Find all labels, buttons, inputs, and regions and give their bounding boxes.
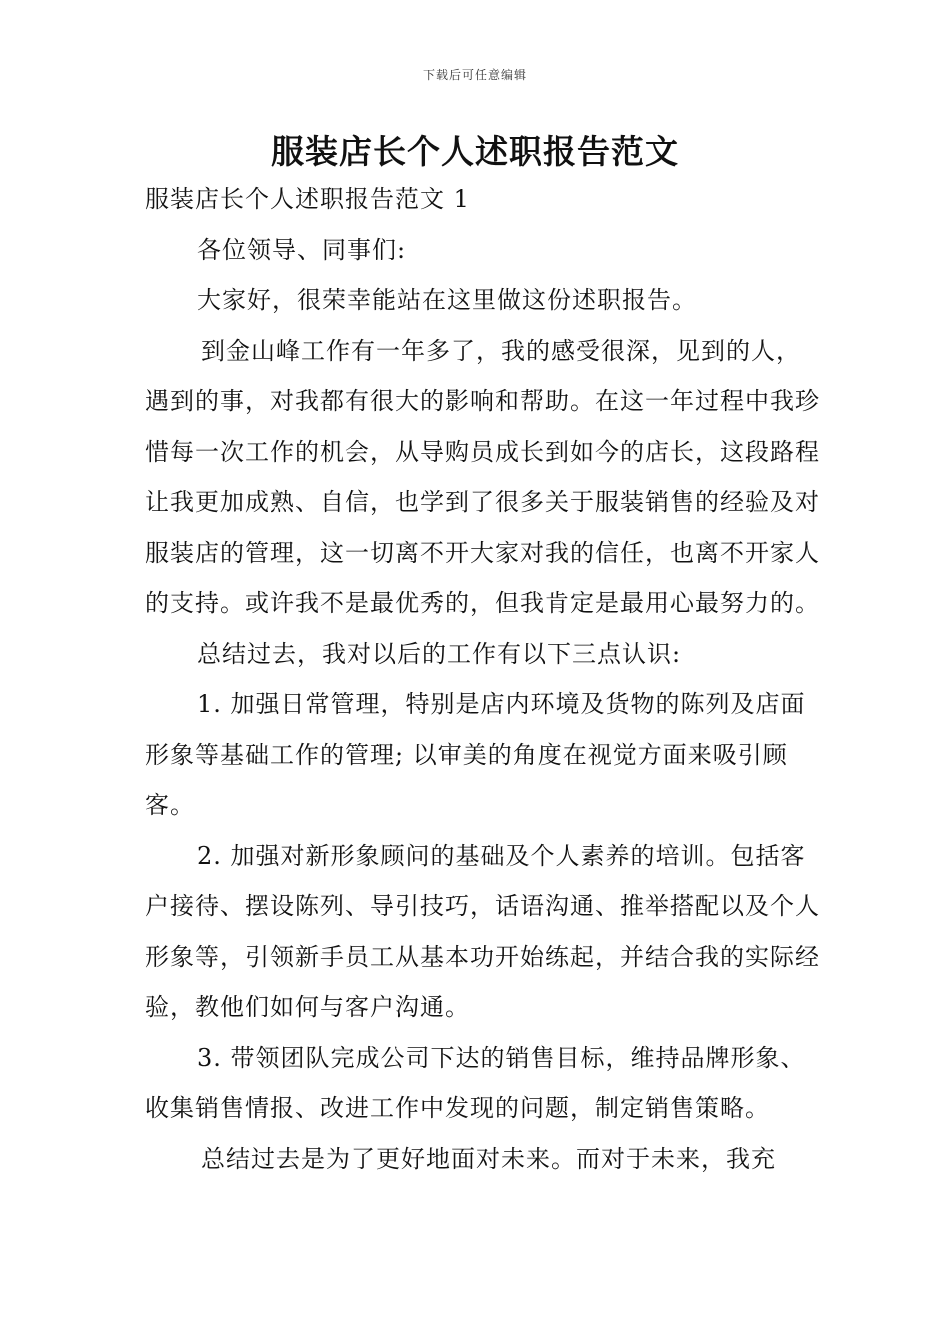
list-item-3: 3. 带领团队完成公司下达的销售目标，维持品牌形象、收集销售情报、改进工作中发现的问题，制定销售策略。 bbox=[145, 1043, 806, 1122]
list-item-2: 2. 加强对新形象顾问的基础及个人素养的培训。包括客户接待、摆设陈列、导引技巧，话语沟通、推举搭配以及个人形象等，引领新手员工从基本功开始练起，并结合我的实际经验，教他们如何与客户沟通。 bbox=[145, 841, 820, 1021]
paragraph-experience: 到金山峰工作有一年多了，我的感受很深，见到的人，遇到的事，对我都有很大的影响和帮助。在这一年过程中我珍惜每一次工作的机会，从导购员成长到如今的店长，这段路程让我更加成熟、自信，也学到了很多关于服装销售的经验及对服装店的管理，这一切离不开大家对我的信任，也离不开家人的支持。或许我不是最优秀的，但我肯定是最用心最努力的。 bbox=[145, 336, 820, 617]
document-body bbox=[145, 174, 821, 1184]
paragraph-opening: 大家好，很荣幸能站在这里做这份述职报告。 bbox=[197, 286, 697, 314]
paragraph-summary-intro: 总结过去，我对以后的工作有以下三点认识: bbox=[197, 639, 682, 668]
paragraph-future: 总结过去是为了更好地面对未来。而对于未来，我充 bbox=[201, 1144, 776, 1173]
list-item-1: 1. 加强日常管理，特别是店内环境及货物的陈列及店面形象等基础工作的管理; 以审美的角度在视觉方面来吸引顾客。 bbox=[145, 690, 806, 819]
header-note: 下载后可任意编辑 bbox=[422, 68, 527, 82]
paragraph-greeting: 各位领导、同事们: bbox=[197, 235, 407, 264]
document-title: 服装店长个人述职报告范文 bbox=[271, 132, 679, 171]
section-subtitle: 服装店长个人述职报告范文 1 bbox=[145, 185, 470, 213]
